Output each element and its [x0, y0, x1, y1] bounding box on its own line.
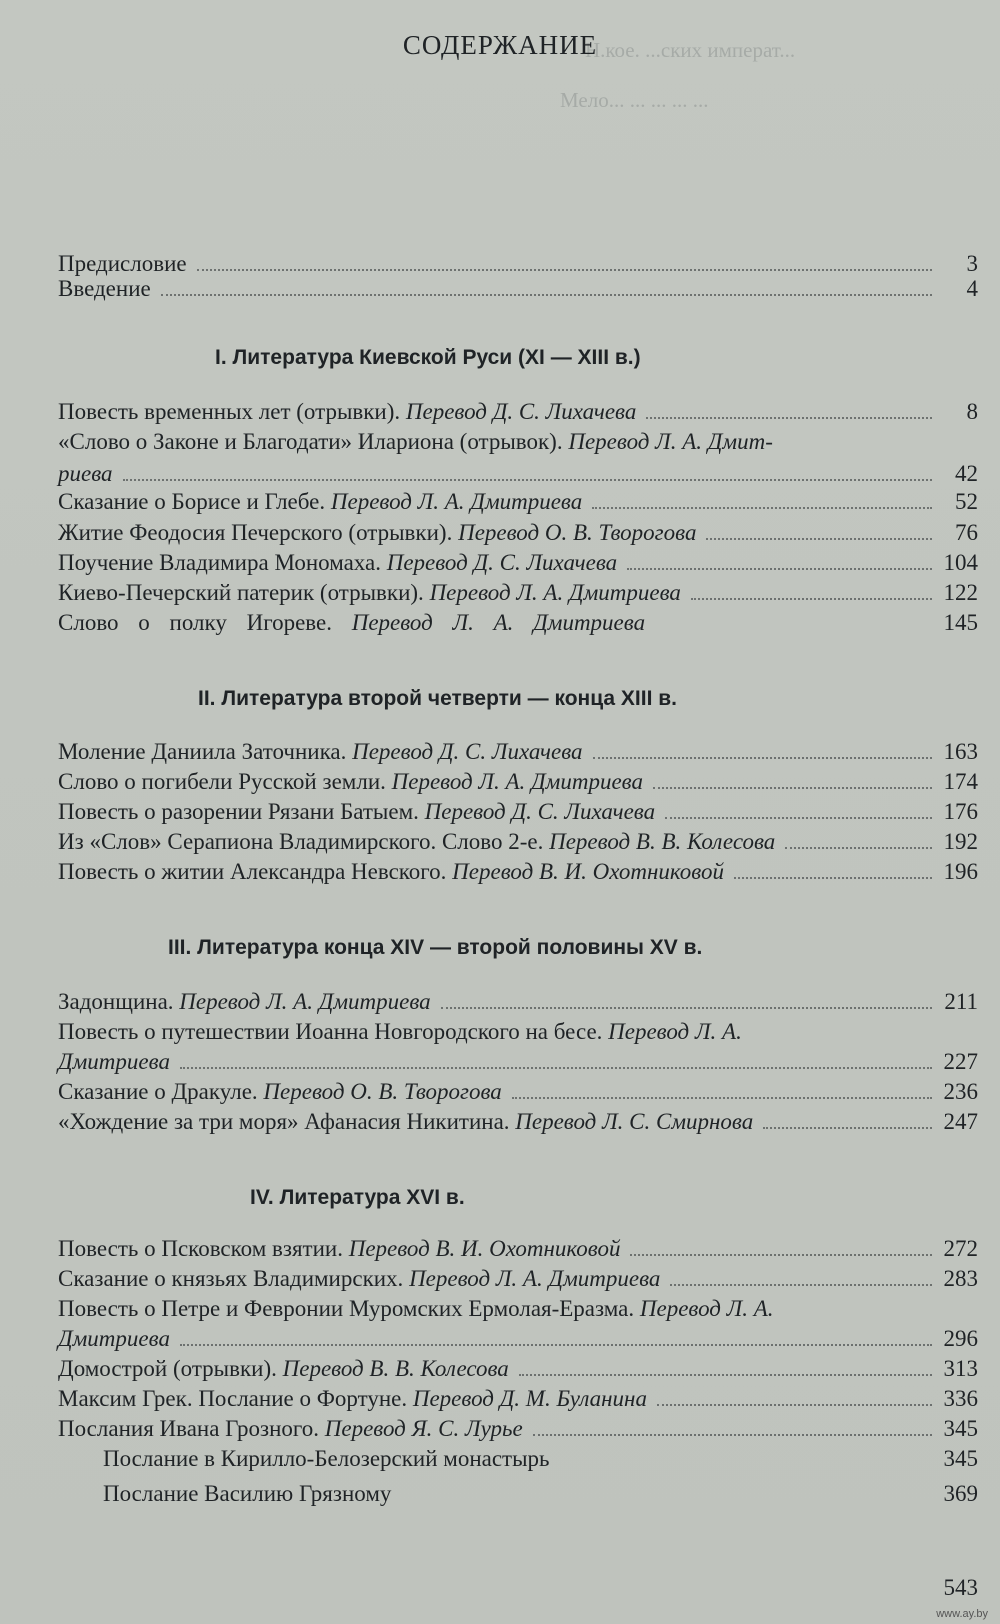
toc-subentry[interactable]: Послание в Кирилло-Белозерский монастырь 345 — [103, 1446, 978, 1471]
toc-entry[interactable]: риева 42 — [58, 461, 978, 486]
toc-entry[interactable]: Моление Даниила Заточника. Перевод Д. С. Лихачева 163 — [58, 739, 978, 764]
toc-entry-title[interactable]: Повесть о путешествии Иоанна Новгородского на бесе. Перевод Л. А. — [58, 1019, 742, 1044]
toc-entry[interactable]: Повесть временных лет (отрывки). Перевод Д. С. Лихачева 8 — [58, 399, 978, 424]
toc-entry[interactable]: Сказание о князьях Владимирских. Перевод Л. А. Дмитриева 283 — [58, 1266, 978, 1291]
toc-entry[interactable]: Сказание о Дракуле. Перевод О. В. Творогова 236 — [58, 1079, 978, 1104]
toc-entry-title[interactable]: Повесть о Петре и Февронии Муромских Ермолая-Еразма. Перевод Л. А. — [58, 1296, 774, 1321]
section-heading: I. Литература Киевской Руси (XI — XIII в.) — [215, 346, 641, 369]
bleed-through-text: Мело... ... ... ... ... — [560, 88, 709, 112]
bleed-through-text: Н.кое. ...ских императ... — [585, 38, 796, 62]
toc-entry[interactable]: Задонщина. Перевод Л. А. Дмитриева 211 — [58, 989, 978, 1014]
page-number: 543 — [943, 1575, 978, 1600]
toc-entry[interactable]: Киево-Печерский патерик (отрывки). Перевод Л. А. Дмитриева 122 — [58, 580, 978, 605]
toc-entry[interactable]: Слово о погибели Русской земли. Перевод Л. А. Дмитриева 174 — [58, 769, 978, 794]
toc-entry-preface[interactable]: Предисловие 3 — [58, 251, 978, 276]
toc-entry[interactable]: Повесть о Псковском взятии. Перевод В. И. Охотниковой 272 — [58, 1236, 978, 1261]
toc-entry[interactable]: Из «Слов» Серапиона Владимирского. Слово 2-е. Перевод В. В. Колесова 192 — [58, 829, 978, 854]
toc-page-number: 4 — [966, 276, 978, 301]
toc-page-number: 3 — [966, 251, 978, 276]
toc-entry[interactable]: Послания Ивана Грозного. Перевод Я. С. Лурье 345 — [58, 1416, 978, 1441]
toc-entry[interactable]: Слово о полку Игореве. Перевод Л. А. Дмитриева 145 — [58, 610, 978, 635]
toc-entry[interactable]: Житие Феодосия Печерского (отрывки). Перевод О. В. Творогова 76 — [58, 520, 978, 545]
toc-entry[interactable]: «Хождение за три моря» Афанасия Никитина. Перевод Л. С. Смирнова 247 — [58, 1109, 978, 1134]
toc-subentry[interactable]: Послание Василию Грязному 369 — [103, 1481, 978, 1506]
section-heading: IV. Литература XVI в. — [250, 1186, 465, 1209]
section-heading: II. Литература второй четверти — конца XIII в. — [198, 687, 677, 710]
section-heading: III. Литература конца XIV — второй половины XV в. — [168, 936, 703, 959]
toc-entry[interactable]: Максим Грек. Послание о Фортуне. Перевод Д. М. Буланина 336 — [58, 1386, 978, 1411]
toc-entry[interactable]: Сказание о Борисе и Глебе. Перевод Л. А. Дмитриева 52 — [58, 489, 978, 514]
toc-entry[interactable]: Повесть о житии Александра Невского. Перевод В. И. Охотниковой 196 — [58, 859, 978, 884]
toc-entry[interactable]: Дмитриева 227 — [58, 1049, 978, 1074]
toc-entry[interactable]: Поучение Владимира Мономаха. Перевод Д. С. Лихачева 104 — [58, 550, 978, 575]
toc-entry-title[interactable]: «Слово о Законе и Благодати» Илариона (отрывок). Перевод Л. А. Дмит- — [58, 429, 773, 454]
toc-entry[interactable]: Повесть о разорении Рязани Батыем. Перевод Д. С. Лихачева 176 — [58, 799, 978, 824]
toc-entry[interactable]: Дмитриева 296 — [58, 1326, 978, 1351]
toc-entry-introduction[interactable]: Введение 4 — [58, 276, 978, 301]
watermark: www.ay.by — [936, 1608, 988, 1620]
page-title: СОДЕРЖАНИЕ — [402, 30, 598, 60]
toc-entry[interactable]: Домострой (отрывки). Перевод В. В. Колесова 313 — [58, 1356, 978, 1381]
